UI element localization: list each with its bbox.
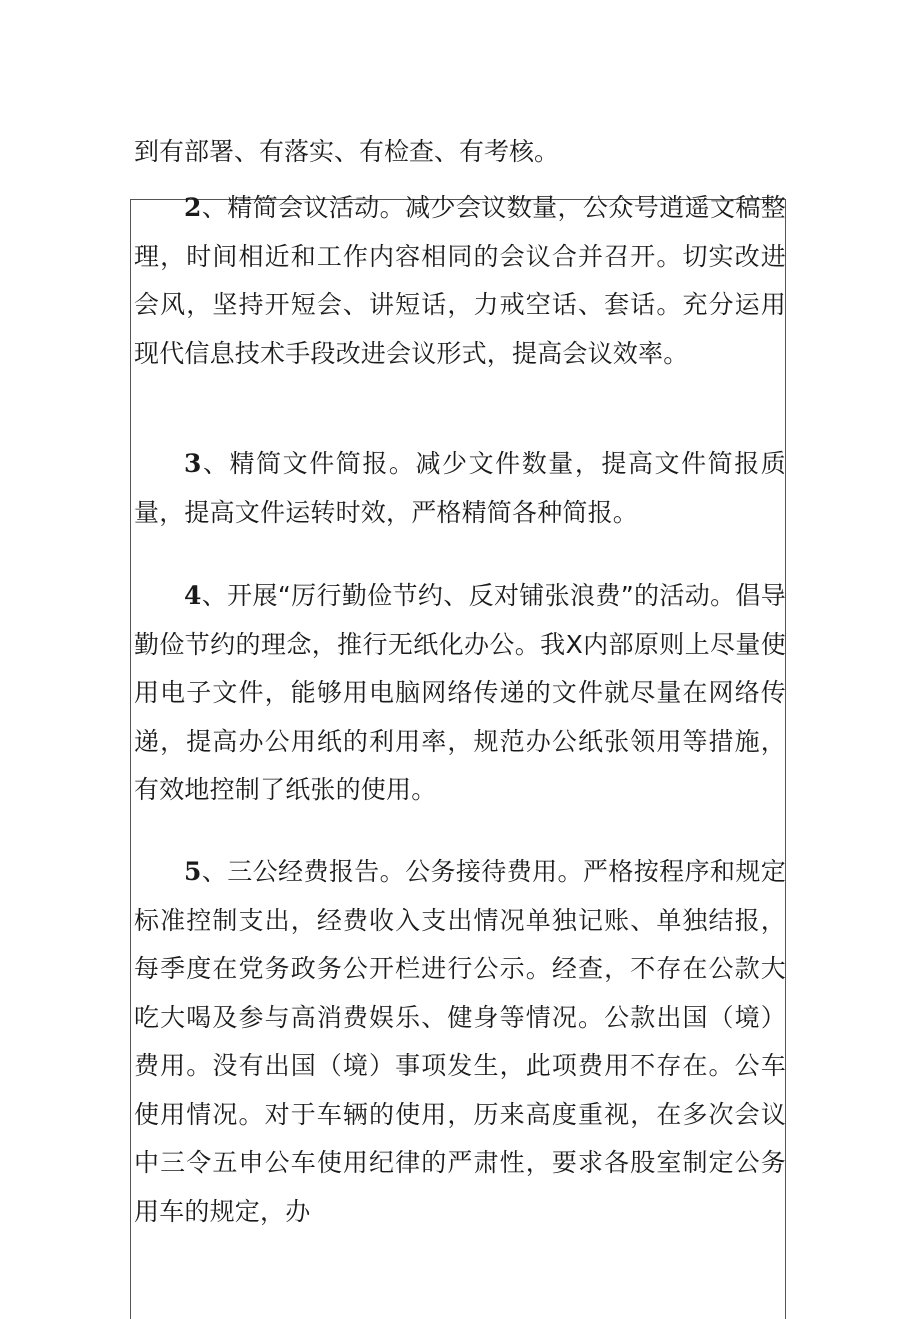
paragraph-2 (134, 184, 786, 378)
paragraph-number: 2 (184, 193, 202, 222)
paragraph-number: 5 (184, 857, 202, 886)
continuation-line: 到有部署、有落实、有检查、有考核。 (134, 137, 560, 166)
paragraph-text: 、精简文件简报。减少文件数量，提高文件简报质量，提高文件运转时效，严格精简各种简报。 (134, 449, 786, 527)
paragraph-text: 、三公经费报告。公务接待费用。严格按程序和规定标准控制支出，经费收入支出情况单独记账、单独结报，每季度在党务政务公开栏进行公示。经查，不存在公款大吃大喝及参与高消费娱乐、健身等情况。公款出国（境）费用。没有出国（境）事项发生，此项费用不存在。公车使用情况。对于车辆的使用，历来高度重视，在多次会议中三令五申公车使用纪律的严肃性，要求各股室制定公务用车的规定，办 (134, 857, 786, 1226)
paragraph-number: 4 (184, 581, 202, 610)
paragraph-number: 3 (184, 449, 202, 478)
paragraph-text: 、精简会议活动。减少会议数量，公众号逍遥文稿整理，时间相近和工作内容相同的会议合并召开。切实改进会风，坚持开短会、讲短话，力戒空话、套话。充分运用现代信息技术手段改进会议形式，提高会议效率。 (134, 193, 786, 368)
paragraph-3 (134, 440, 786, 537)
paragraph-text: 、开展“厉行勤俭节约、反对铺张浪费”的活动。倡导勤俭节约的理念，推行无纸化办公。我X内部原则上尽量使用电子文件，能够用电脑网络传递的文件就尽量在网络传递，提高办公用纸的利用率，规范办公纸张领用等措施，有效地控制了纸张的使用。 (134, 581, 786, 804)
paragraph-4 (134, 572, 786, 815)
paragraph-5 (134, 848, 786, 1236)
